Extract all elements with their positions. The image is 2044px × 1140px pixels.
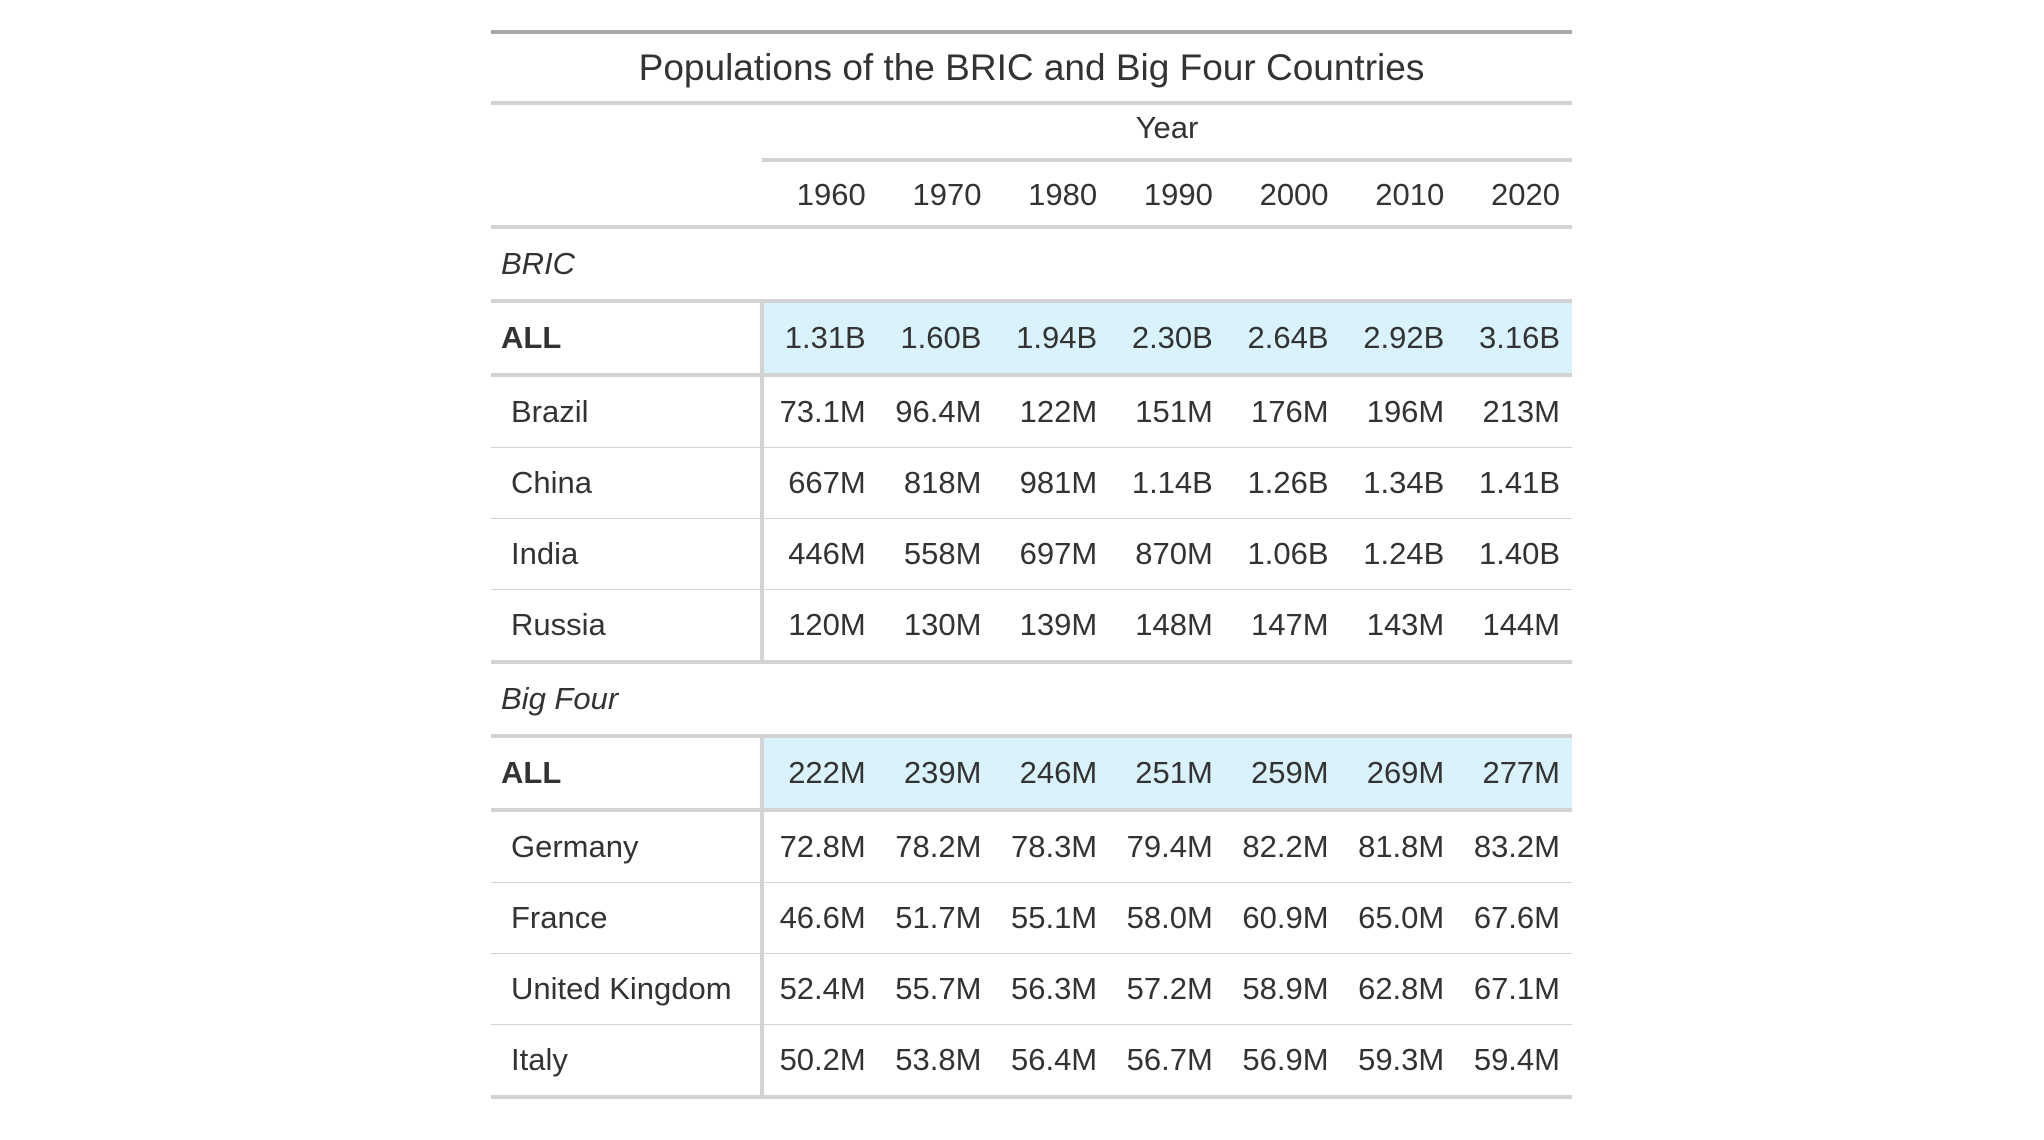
column-header-row bbox=[491, 165, 1572, 227]
row-label: Germany bbox=[491, 810, 762, 883]
data-cell-1970: 558M bbox=[878, 519, 994, 590]
summary-cell-2000: 2.64B bbox=[1225, 301, 1341, 375]
column-header-1990: 1990 bbox=[1109, 165, 1225, 227]
table-row bbox=[491, 519, 1572, 590]
population-table-container bbox=[491, 30, 1572, 1099]
data-cell-1990: 1.14B bbox=[1109, 448, 1225, 519]
column-header-2000: 2000 bbox=[1225, 165, 1341, 227]
data-cell-2010: 1.24B bbox=[1341, 519, 1457, 590]
data-cell-1980: 122M bbox=[993, 375, 1109, 448]
data-cell-2020: 213M bbox=[1456, 375, 1572, 448]
group-row-bric bbox=[491, 227, 1572, 301]
data-cell-1980: 55.1M bbox=[993, 883, 1109, 954]
column-header-1960: 1960 bbox=[762, 165, 878, 227]
summary-cell-1970: 239M bbox=[878, 736, 994, 810]
column-header-1970: 1970 bbox=[878, 165, 994, 227]
table-row bbox=[491, 375, 1572, 448]
data-cell-1980: 697M bbox=[993, 519, 1109, 590]
data-cell-2000: 147M bbox=[1225, 590, 1341, 663]
data-cell-2000: 58.9M bbox=[1225, 954, 1341, 1025]
data-cell-2000: 60.9M bbox=[1225, 883, 1341, 954]
summary-cell-1980: 246M bbox=[993, 736, 1109, 810]
data-cell-1990: 56.7M bbox=[1109, 1025, 1225, 1098]
summary-cell-1990: 251M bbox=[1109, 736, 1225, 810]
data-cell-2020: 144M bbox=[1456, 590, 1572, 663]
data-cell-1990: 79.4M bbox=[1109, 810, 1225, 883]
data-cell-1970: 96.4M bbox=[878, 375, 994, 448]
data-cell-1970: 818M bbox=[878, 448, 994, 519]
summary-row-big-four bbox=[491, 736, 1572, 810]
data-cell-1980: 981M bbox=[993, 448, 1109, 519]
data-cell-2020: 1.41B bbox=[1456, 448, 1572, 519]
row-label: China bbox=[491, 448, 762, 519]
summary-cell-2010: 269M bbox=[1341, 736, 1457, 810]
summary-cell-2020: 277M bbox=[1456, 736, 1572, 810]
data-cell-1990: 870M bbox=[1109, 519, 1225, 590]
stub-header-blank bbox=[491, 165, 762, 227]
table-row bbox=[491, 1025, 1572, 1098]
table-body bbox=[491, 227, 1572, 1097]
data-cell-2000: 1.26B bbox=[1225, 448, 1341, 519]
table-header bbox=[491, 32, 1572, 227]
row-label: India bbox=[491, 519, 762, 590]
data-cell-1980: 78.3M bbox=[993, 810, 1109, 883]
table-row bbox=[491, 954, 1572, 1025]
title-row bbox=[491, 32, 1572, 103]
data-cell-1990: 148M bbox=[1109, 590, 1225, 663]
year-spanner-label: Year bbox=[762, 108, 1572, 162]
data-cell-1990: 57.2M bbox=[1109, 954, 1225, 1025]
summary-cell-2020: 3.16B bbox=[1456, 301, 1572, 375]
table-row bbox=[491, 883, 1572, 954]
table-row bbox=[491, 590, 1572, 663]
data-cell-2010: 143M bbox=[1341, 590, 1457, 663]
data-cell-1970: 130M bbox=[878, 590, 994, 663]
data-cell-2020: 83.2M bbox=[1456, 810, 1572, 883]
data-cell-1990: 151M bbox=[1109, 375, 1225, 448]
data-cell-1960: 446M bbox=[762, 519, 878, 590]
column-header-2020: 2020 bbox=[1456, 165, 1572, 227]
row-label: United Kingdom bbox=[491, 954, 762, 1025]
data-cell-1960: 73.1M bbox=[762, 375, 878, 448]
data-cell-2000: 56.9M bbox=[1225, 1025, 1341, 1098]
table-row bbox=[491, 810, 1572, 883]
row-label: Italy bbox=[491, 1025, 762, 1098]
spanner-row bbox=[491, 103, 1572, 165]
data-cell-2010: 81.8M bbox=[1341, 810, 1457, 883]
data-cell-2010: 1.34B bbox=[1341, 448, 1457, 519]
summary-label: ALL bbox=[491, 736, 762, 810]
summary-row-bric bbox=[491, 301, 1572, 375]
population-table bbox=[491, 30, 1572, 1099]
data-cell-1960: 120M bbox=[762, 590, 878, 663]
data-cell-2010: 59.3M bbox=[1341, 1025, 1457, 1098]
data-cell-2010: 196M bbox=[1341, 375, 1457, 448]
data-cell-1980: 56.4M bbox=[993, 1025, 1109, 1098]
data-cell-2000: 1.06B bbox=[1225, 519, 1341, 590]
summary-cell-2000: 259M bbox=[1225, 736, 1341, 810]
data-cell-2020: 59.4M bbox=[1456, 1025, 1572, 1098]
summary-label: ALL bbox=[491, 301, 762, 375]
table-title: Populations of the BRIC and Big Four Countries bbox=[491, 32, 1572, 103]
summary-cell-1960: 222M bbox=[762, 736, 878, 810]
data-cell-2000: 82.2M bbox=[1225, 810, 1341, 883]
data-cell-1970: 53.8M bbox=[878, 1025, 994, 1098]
group-row-big-four bbox=[491, 662, 1572, 736]
row-label: Russia bbox=[491, 590, 762, 663]
spanner-cell bbox=[762, 103, 1572, 165]
column-header-2010: 2010 bbox=[1341, 165, 1457, 227]
summary-cell-2010: 2.92B bbox=[1341, 301, 1457, 375]
data-cell-1960: 667M bbox=[762, 448, 878, 519]
data-cell-1960: 52.4M bbox=[762, 954, 878, 1025]
row-label: Brazil bbox=[491, 375, 762, 448]
summary-cell-1980: 1.94B bbox=[993, 301, 1109, 375]
row-label: France bbox=[491, 883, 762, 954]
data-cell-1980: 56.3M bbox=[993, 954, 1109, 1025]
data-cell-2000: 176M bbox=[1225, 375, 1341, 448]
spanner-stub-blank bbox=[491, 103, 762, 165]
summary-cell-1960: 1.31B bbox=[762, 301, 878, 375]
data-cell-2020: 67.6M bbox=[1456, 883, 1572, 954]
column-header-1980: 1980 bbox=[993, 165, 1109, 227]
data-cell-2010: 65.0M bbox=[1341, 883, 1457, 954]
data-cell-2020: 67.1M bbox=[1456, 954, 1572, 1025]
group-label: Big Four bbox=[491, 662, 1572, 736]
data-cell-1970: 51.7M bbox=[878, 883, 994, 954]
summary-cell-1990: 2.30B bbox=[1109, 301, 1225, 375]
group-label: BRIC bbox=[491, 227, 1572, 301]
data-cell-1970: 55.7M bbox=[878, 954, 994, 1025]
data-cell-1960: 50.2M bbox=[762, 1025, 878, 1098]
data-cell-2010: 62.8M bbox=[1341, 954, 1457, 1025]
data-cell-1960: 46.6M bbox=[762, 883, 878, 954]
data-cell-2020: 1.40B bbox=[1456, 519, 1572, 590]
data-cell-1970: 78.2M bbox=[878, 810, 994, 883]
summary-cell-1970: 1.60B bbox=[878, 301, 994, 375]
data-cell-1980: 139M bbox=[993, 590, 1109, 663]
data-cell-1960: 72.8M bbox=[762, 810, 878, 883]
data-cell-1990: 58.0M bbox=[1109, 883, 1225, 954]
table-row bbox=[491, 448, 1572, 519]
